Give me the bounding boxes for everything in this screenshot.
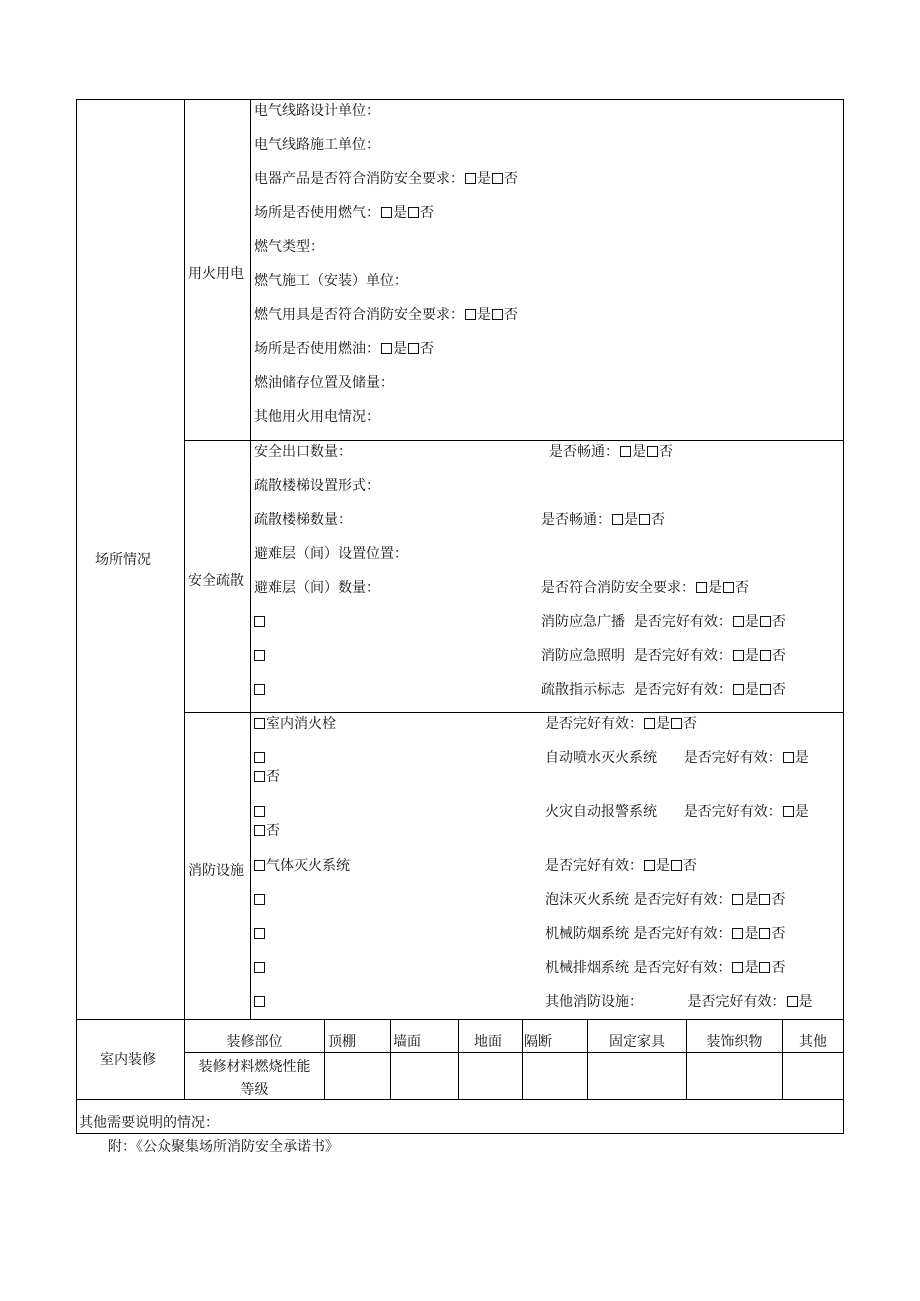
gas-type-field: 燃气类型： [254, 239, 324, 255]
col-ceiling: 顶棚 [328, 1034, 356, 1050]
exit-clear-row [549, 443, 673, 461]
yes-label: 是 [393, 341, 407, 357]
decoration-row-divider [184, 1052, 844, 1053]
smoke-control-checkbox-cell [254, 925, 266, 943]
smoke-control-yes-checkbox[interactable] [732, 928, 743, 939]
no-label: 否 [504, 171, 518, 187]
refuge-no-checkbox[interactable] [723, 582, 734, 593]
signs-yes-checkbox[interactable] [733, 684, 744, 695]
gas-yes-checkbox[interactable] [381, 207, 392, 218]
refuge-compliance-row [541, 579, 749, 597]
broadcast-row [541, 613, 786, 631]
exit-count-field: 安全出口数量： [254, 444, 352, 460]
broadcast-checkbox-cell [254, 613, 266, 631]
uses-fuel-oil-row [254, 340, 434, 358]
evacuation-label: 安全疏散 [188, 573, 244, 589]
signs-checkbox-cell [254, 681, 266, 699]
yes-label: 是 [632, 444, 646, 460]
signs-no-checkbox[interactable] [760, 684, 771, 695]
decoration-col-8 [782, 1019, 783, 1100]
exit-clear-no-checkbox[interactable] [647, 446, 658, 457]
gas-suppression-intact-row [545, 857, 697, 875]
yes-label: 是 [744, 926, 759, 942]
sprinkler-checkbox-cell [254, 749, 266, 767]
stair-clear-no-checkbox[interactable] [639, 514, 650, 525]
table-border-left [76, 99, 77, 1134]
decoration-col-6 [587, 1019, 588, 1100]
col-floor: 地面 [474, 1034, 502, 1050]
sprinkler-no-checkbox[interactable] [254, 771, 265, 782]
alarm-checkbox[interactable] [254, 806, 265, 817]
yes-label: 是 [477, 307, 491, 323]
intact-label: 是否完好有效： [683, 750, 782, 766]
appliance-yes-checkbox[interactable] [465, 173, 476, 184]
yes-label: 是 [393, 205, 407, 221]
other-notes-field: 其他需要说明的情况： [79, 1115, 219, 1131]
foam-checkbox[interactable] [254, 894, 265, 905]
row-divider-decoration [76, 1019, 844, 1020]
intact-label: 是否完好有效： [633, 614, 732, 630]
sprinkler-row [545, 749, 809, 767]
intact-label: 是否完好有效： [633, 960, 732, 976]
no-label: 否 [771, 892, 786, 908]
gas-suppression-checkbox[interactable] [254, 860, 265, 871]
intact-label: 是否完好有效： [633, 926, 732, 942]
broadcast-yes-checkbox[interactable] [733, 616, 744, 627]
smoke-exhaust-row [545, 959, 785, 977]
decoration-col-3 [390, 1019, 391, 1100]
foam-checkbox-cell [254, 891, 266, 909]
signs-row [541, 681, 786, 699]
exit-clear-yes-checkbox[interactable] [620, 446, 631, 457]
refuge-location-field: 避难层（间）设置位置： [254, 546, 408, 562]
gas-suppression-no-checkbox[interactable] [671, 860, 682, 871]
yes-label: 是 [744, 614, 759, 630]
appliance-no-checkbox[interactable] [492, 173, 503, 184]
intact-label: 是否完好有效： [683, 804, 782, 820]
other-facility-yes-checkbox[interactable] [787, 996, 798, 1007]
yes-label: 是 [744, 892, 759, 908]
gas-appliance-yes-checkbox[interactable] [465, 309, 476, 320]
table-border-top [76, 99, 844, 100]
lighting-checkbox[interactable] [254, 650, 265, 661]
yes-label: 是 [798, 994, 813, 1010]
gas-appliance-row [254, 306, 518, 324]
sprinkler-no-cell [254, 768, 280, 786]
attachment-note: 附：《公众聚集场所消防安全承诺书》 [108, 1139, 339, 1155]
foam-label: 泡沫灭火系统 [545, 892, 629, 908]
gas-suppression-label: 气体灭火系统 [266, 858, 350, 874]
smoke-control-no-checkbox[interactable] [759, 928, 770, 939]
decoration-col-7 [686, 1019, 687, 1100]
gas-installer-field: 燃气施工（安装）单位： [254, 273, 408, 289]
lighting-label: 消防应急照明 [541, 648, 625, 664]
fire-electricity-label: 用火用电 [188, 266, 244, 282]
no-label: 否 [771, 648, 786, 664]
smoke-exhaust-label: 机械排烟系统 [545, 960, 629, 976]
gas-suppression-row [254, 857, 350, 875]
stair-count-field: 疏散楼梯数量： [254, 512, 352, 528]
signs-label: 疏散指示标志 [541, 682, 625, 698]
smoke-exhaust-no-checkbox[interactable] [759, 962, 770, 973]
intact-label: 是否完好有效： [633, 682, 732, 698]
yes-label: 是 [477, 171, 491, 187]
row-divider-facilities [184, 712, 844, 713]
hydrant-no-checkbox[interactable] [671, 718, 682, 729]
decoration-col-2 [324, 1019, 325, 1100]
col-fixed-furniture: 固定家具 [609, 1034, 665, 1050]
alarm-yes-checkbox[interactable] [783, 806, 794, 817]
other-notes-row-divider [76, 1099, 844, 1100]
decoration-col-5 [522, 1019, 523, 1100]
lighting-checkbox-cell [254, 647, 266, 665]
other-facility-row [545, 993, 813, 1011]
other-fire-electricity-field: 其他用火用电情况： [254, 409, 380, 425]
yes-label: 是 [624, 512, 638, 528]
gas-suppression-yes-checkbox[interactable] [644, 860, 655, 871]
uses-gas-label: 场所是否使用燃气： [254, 205, 380, 221]
smoke-exhaust-yes-checkbox[interactable] [732, 962, 743, 973]
yes-label: 是 [744, 648, 759, 664]
no-label: 否 [420, 205, 434, 221]
yes-label: 是 [656, 716, 670, 732]
col-divider-category [184, 99, 185, 1020]
no-label: 否 [771, 614, 786, 630]
no-label: 否 [266, 823, 280, 839]
hydrant-label: 室内消火栓 [266, 716, 336, 732]
construction-unit-field: 电气线路施工单位： [254, 137, 380, 153]
fuel-oil-no-checkbox[interactable] [408, 343, 419, 354]
lighting-no-checkbox[interactable] [760, 650, 771, 661]
hydrant-intact-row [545, 715, 697, 733]
stair-form-field: 疏散楼梯设置形式： [254, 478, 380, 494]
smoke-exhaust-checkbox-cell [254, 959, 266, 977]
yes-label: 是 [744, 960, 759, 976]
facilities-label: 消防设施 [188, 863, 244, 879]
sprinkler-yes-checkbox[interactable] [783, 752, 794, 763]
no-label: 否 [651, 512, 665, 528]
sprinkler-checkbox[interactable] [254, 752, 265, 763]
stair-clear-yes-checkbox[interactable] [612, 514, 623, 525]
smoke-control-row [545, 925, 785, 943]
hydrant-checkbox[interactable] [254, 718, 265, 729]
refuge-count-field: 避难层（间）数量： [254, 580, 380, 596]
col-wall: 墙面 [393, 1034, 421, 1050]
gas-appliance-label: 燃气用具是否符合消防安全要求： [254, 307, 464, 323]
refuge-yes-checkbox[interactable] [696, 582, 707, 593]
signs-checkbox[interactable] [254, 684, 265, 695]
gas-appliance-no-checkbox[interactable] [492, 309, 503, 320]
intact-label: 是否完好有效： [633, 892, 732, 908]
alarm-no-cell [254, 822, 280, 840]
smoke-exhaust-checkbox[interactable] [254, 962, 265, 973]
smoke-control-checkbox[interactable] [254, 928, 265, 939]
grade-label-line1: 装修材料燃烧性能 [198, 1059, 311, 1075]
no-label: 否 [735, 580, 749, 596]
col-other: 其他 [799, 1034, 827, 1050]
col-partition: 隔断 [524, 1034, 552, 1050]
other-facility-checkbox[interactable] [254, 996, 265, 1007]
fuel-oil-yes-checkbox[interactable] [381, 343, 392, 354]
exit-clear-label: 是否畅通： [549, 444, 619, 460]
no-label: 否 [771, 960, 786, 976]
no-label: 否 [683, 858, 697, 874]
table-border-bottom [76, 1133, 844, 1134]
lighting-yes-checkbox[interactable] [733, 650, 744, 661]
other-facility-label: 其他消防设施： [545, 994, 643, 1010]
yes-label: 是 [744, 682, 759, 698]
appliance-compliance-row [254, 170, 518, 188]
hydrant-row [254, 715, 336, 733]
decoration-part-header: 装修部位 [226, 1034, 283, 1050]
hydrant-yes-checkbox[interactable] [644, 718, 655, 729]
grade-label-line2: 等级 [240, 1082, 269, 1098]
yes-label: 是 [656, 858, 670, 874]
no-label: 否 [420, 341, 434, 357]
no-label: 否 [504, 307, 518, 323]
alarm-row [545, 803, 809, 821]
gas-no-checkbox[interactable] [408, 207, 419, 218]
stair-clear-row [541, 511, 665, 529]
table-border-right [843, 99, 844, 1134]
no-label: 否 [659, 444, 673, 460]
col-decorative-fabric: 装饰织物 [706, 1034, 763, 1050]
fuel-storage-field: 燃油储存位置及储量： [254, 375, 394, 391]
decoration-col-4 [458, 1019, 459, 1100]
stair-clear-label: 是否畅通： [541, 512, 611, 528]
yes-label: 是 [794, 804, 809, 820]
foam-row [545, 891, 785, 909]
broadcast-checkbox[interactable] [254, 616, 265, 627]
lighting-row [541, 647, 786, 665]
no-label: 否 [771, 682, 786, 698]
decoration-label: 室内装修 [100, 1052, 156, 1068]
broadcast-no-checkbox[interactable] [760, 616, 771, 627]
broadcast-label: 消防应急广播 [541, 614, 625, 630]
yes-label: 是 [794, 750, 809, 766]
refuge-compliance-label: 是否符合消防安全要求： [541, 580, 695, 596]
appliance-compliance-label: 电器产品是否符合消防安全要求： [254, 171, 464, 187]
alarm-checkbox-cell [254, 803, 266, 821]
venue-label: 场所情况 [95, 552, 151, 568]
row-divider-evacuation [184, 440, 844, 441]
intact-label: 是否完好有效： [545, 858, 643, 874]
no-label: 否 [683, 716, 697, 732]
intact-label: 是否完好有效： [687, 994, 786, 1010]
uses-gas-row [254, 204, 434, 222]
no-label: 否 [771, 926, 786, 942]
intact-label: 是否完好有效： [545, 716, 643, 732]
design-unit-field: 电气线路设计单位： [254, 103, 380, 119]
uses-fuel-oil-label: 场所是否使用燃油： [254, 341, 380, 357]
foam-yes-checkbox[interactable] [732, 894, 743, 905]
alarm-label: 火灾自动报警系统 [545, 804, 657, 820]
smoke-control-label: 机械防烟系统 [545, 926, 629, 942]
other-facility-checkbox-cell [254, 993, 266, 1011]
foam-no-checkbox[interactable] [759, 894, 770, 905]
no-label: 否 [266, 769, 280, 785]
intact-label: 是否完好有效： [633, 648, 732, 664]
col-divider-content [250, 99, 251, 1020]
alarm-no-checkbox[interactable] [254, 825, 265, 836]
sprinkler-label: 自动喷水灭火系统 [545, 750, 657, 766]
yes-label: 是 [708, 580, 722, 596]
